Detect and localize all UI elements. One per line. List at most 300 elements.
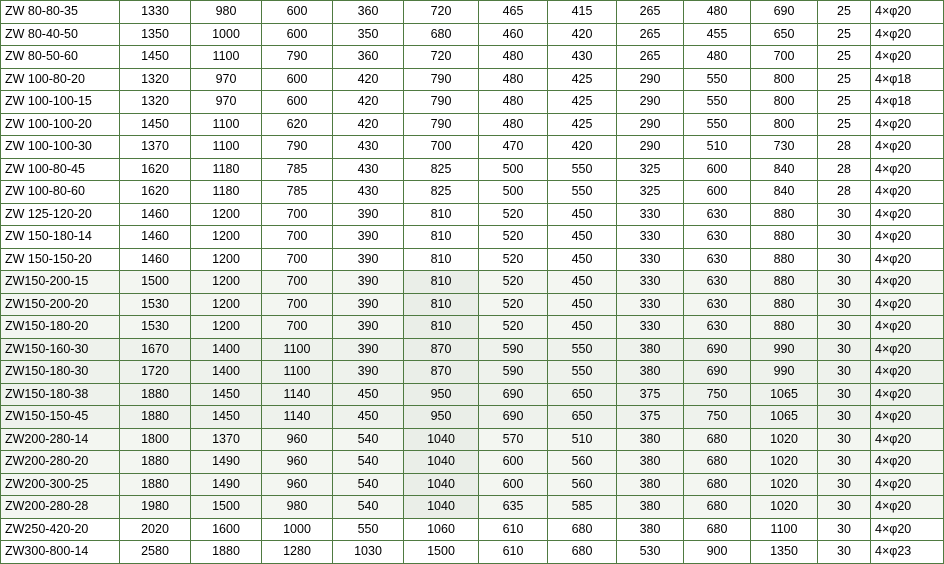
model-cell: ZW 80-40-50 bbox=[1, 23, 120, 46]
dimension-cell: 960 bbox=[262, 473, 333, 496]
dimension-cell: 30 bbox=[818, 428, 871, 451]
dimension-cell: 1020 bbox=[751, 451, 818, 474]
dimension-cell: 480 bbox=[479, 91, 548, 114]
dimension-cell: 360 bbox=[333, 46, 404, 69]
dimension-cell: 1460 bbox=[120, 226, 191, 249]
dimension-cell: 1200 bbox=[191, 248, 262, 271]
dimension-cell: 4×φ20 bbox=[871, 473, 944, 496]
model-cell: ZW150-200-20 bbox=[1, 293, 120, 316]
model-cell: ZW200-280-20 bbox=[1, 451, 120, 474]
dimension-cell: 700 bbox=[262, 203, 333, 226]
model-cell: ZW 100-100-30 bbox=[1, 136, 120, 159]
dimension-cell: 630 bbox=[684, 248, 751, 271]
dimension-cell: 520 bbox=[479, 248, 548, 271]
dimension-cell: 390 bbox=[333, 203, 404, 226]
dimension-cell: 450 bbox=[333, 383, 404, 406]
model-cell: ZW150-160-30 bbox=[1, 338, 120, 361]
dimension-cell: 520 bbox=[479, 293, 548, 316]
dimension-cell: 680 bbox=[548, 518, 617, 541]
dimension-cell: 1880 bbox=[120, 383, 191, 406]
dimension-cell: 630 bbox=[684, 293, 751, 316]
dimension-cell: 450 bbox=[548, 316, 617, 339]
dimension-cell: 1100 bbox=[262, 338, 333, 361]
dimension-cell: 4×φ20 bbox=[871, 383, 944, 406]
dimension-cell: 4×φ20 bbox=[871, 428, 944, 451]
model-cell: ZW150-180-20 bbox=[1, 316, 120, 339]
dimension-cell: 790 bbox=[262, 46, 333, 69]
dimension-cell: 790 bbox=[404, 68, 479, 91]
table-row bbox=[1, 383, 944, 406]
dimension-cell: 380 bbox=[617, 473, 684, 496]
dimension-cell: 430 bbox=[548, 46, 617, 69]
dimension-cell: 450 bbox=[548, 203, 617, 226]
dimension-cell: 720 bbox=[404, 46, 479, 69]
dimension-cell: 600 bbox=[479, 473, 548, 496]
dimension-cell: 330 bbox=[617, 293, 684, 316]
dimension-cell: 360 bbox=[333, 1, 404, 24]
dimension-cell: 25 bbox=[818, 46, 871, 69]
dimension-cell: 1490 bbox=[191, 473, 262, 496]
dimension-cell: 25 bbox=[818, 113, 871, 136]
table-row bbox=[1, 428, 944, 451]
table-row bbox=[1, 113, 944, 136]
dimension-cell: 510 bbox=[548, 428, 617, 451]
table-row bbox=[1, 68, 944, 91]
dimension-cell: 25 bbox=[818, 91, 871, 114]
table-row bbox=[1, 158, 944, 181]
dimension-cell: 350 bbox=[333, 23, 404, 46]
dimension-cell: 450 bbox=[548, 293, 617, 316]
dimension-cell: 690 bbox=[479, 383, 548, 406]
dimension-cell: 650 bbox=[548, 383, 617, 406]
dimension-cell: 1100 bbox=[191, 46, 262, 69]
dimension-cell: 750 bbox=[684, 383, 751, 406]
dimension-cell: 1450 bbox=[120, 46, 191, 69]
dimension-cell: 1880 bbox=[191, 541, 262, 564]
dimension-cell: 785 bbox=[262, 158, 333, 181]
dimension-cell: 1000 bbox=[262, 518, 333, 541]
dimension-cell: 520 bbox=[479, 316, 548, 339]
dimension-cell: 1280 bbox=[262, 541, 333, 564]
table-row bbox=[1, 136, 944, 159]
dimension-cell: 390 bbox=[333, 293, 404, 316]
dimension-cell: 810 bbox=[404, 316, 479, 339]
dimension-cell: 610 bbox=[479, 541, 548, 564]
dimension-cell: 1350 bbox=[120, 23, 191, 46]
model-cell: ZW 125-120-20 bbox=[1, 203, 120, 226]
dimension-cell: 540 bbox=[333, 473, 404, 496]
dimension-cell: 1140 bbox=[262, 383, 333, 406]
dimension-cell: 1880 bbox=[120, 451, 191, 474]
dimension-cell: 480 bbox=[684, 1, 751, 24]
model-cell: ZW 80-50-60 bbox=[1, 46, 120, 69]
dimension-cell: 1880 bbox=[120, 406, 191, 429]
dimension-cell: 960 bbox=[262, 451, 333, 474]
dimension-cell: 390 bbox=[333, 226, 404, 249]
dimension-cell: 1100 bbox=[191, 136, 262, 159]
dimension-cell: 1720 bbox=[120, 361, 191, 384]
dimension-cell: 390 bbox=[333, 248, 404, 271]
dimension-cell: 1040 bbox=[404, 496, 479, 519]
dimension-cell: 1400 bbox=[191, 361, 262, 384]
dimension-cell: 430 bbox=[333, 136, 404, 159]
dimension-cell: 4×φ20 bbox=[871, 113, 944, 136]
dimension-cell: 520 bbox=[479, 271, 548, 294]
dimension-cell: 1200 bbox=[191, 271, 262, 294]
model-cell: ZW200-280-14 bbox=[1, 428, 120, 451]
dimension-cell: 30 bbox=[818, 496, 871, 519]
dimension-cell: 600 bbox=[262, 91, 333, 114]
dimension-cell: 1140 bbox=[262, 406, 333, 429]
dimension-cell: 680 bbox=[684, 496, 751, 519]
model-cell: ZW 150-180-14 bbox=[1, 226, 120, 249]
dimension-cell: 25 bbox=[818, 23, 871, 46]
dimension-cell: 690 bbox=[479, 406, 548, 429]
dimension-cell: 375 bbox=[617, 406, 684, 429]
table-row bbox=[1, 23, 944, 46]
dimension-cell: 520 bbox=[479, 203, 548, 226]
dimension-cell: 585 bbox=[548, 496, 617, 519]
dimension-cell: 1100 bbox=[191, 113, 262, 136]
dimension-cell: 560 bbox=[548, 473, 617, 496]
dimension-cell: 265 bbox=[617, 1, 684, 24]
dimension-cell: 425 bbox=[548, 68, 617, 91]
dimension-cell: 1620 bbox=[120, 181, 191, 204]
dimension-cell: 1100 bbox=[262, 361, 333, 384]
dimension-cell: 990 bbox=[751, 338, 818, 361]
dimension-cell: 30 bbox=[818, 383, 871, 406]
dimension-cell: 825 bbox=[404, 181, 479, 204]
table-row bbox=[1, 226, 944, 249]
dimension-cell: 380 bbox=[617, 518, 684, 541]
dimension-cell: 840 bbox=[751, 158, 818, 181]
dimension-cell: 1370 bbox=[120, 136, 191, 159]
dimension-cell: 810 bbox=[404, 293, 479, 316]
dimension-cell: 28 bbox=[818, 158, 871, 181]
dimension-cell: 810 bbox=[404, 226, 479, 249]
dimension-cell: 1065 bbox=[751, 383, 818, 406]
dimension-cell: 800 bbox=[751, 91, 818, 114]
dimension-cell: 4×φ20 bbox=[871, 203, 944, 226]
dimension-cell: 2580 bbox=[120, 541, 191, 564]
table-row bbox=[1, 473, 944, 496]
dimension-cell: 1370 bbox=[191, 428, 262, 451]
dimension-cell: 390 bbox=[333, 361, 404, 384]
dimension-cell: 550 bbox=[548, 361, 617, 384]
dimension-cell: 30 bbox=[818, 203, 871, 226]
dimension-cell: 600 bbox=[479, 451, 548, 474]
dimension-cell: 1620 bbox=[120, 158, 191, 181]
dimension-cell: 1600 bbox=[191, 518, 262, 541]
dimension-cell: 880 bbox=[751, 203, 818, 226]
dimension-cell: 330 bbox=[617, 271, 684, 294]
table-row bbox=[1, 203, 944, 226]
dimension-cell: 1030 bbox=[333, 541, 404, 564]
dimension-cell: 1500 bbox=[120, 271, 191, 294]
dimension-cell: 4×φ20 bbox=[871, 406, 944, 429]
dimension-cell: 470 bbox=[479, 136, 548, 159]
dimension-cell: 600 bbox=[262, 68, 333, 91]
dimension-cell: 635 bbox=[479, 496, 548, 519]
dimension-cell: 4×φ20 bbox=[871, 316, 944, 339]
model-cell: ZW 100-100-15 bbox=[1, 91, 120, 114]
dimension-cell: 1500 bbox=[404, 541, 479, 564]
dimension-cell: 480 bbox=[479, 113, 548, 136]
dimension-cell: 380 bbox=[617, 496, 684, 519]
model-cell: ZW 80-80-35 bbox=[1, 1, 120, 24]
table-row bbox=[1, 451, 944, 474]
dimension-cell: 450 bbox=[548, 271, 617, 294]
dimension-cell: 420 bbox=[333, 113, 404, 136]
dimension-cell: 1450 bbox=[191, 383, 262, 406]
dimension-cell: 290 bbox=[617, 91, 684, 114]
dimension-cell: 630 bbox=[684, 271, 751, 294]
model-cell: ZW200-300-25 bbox=[1, 473, 120, 496]
dimension-cell: 600 bbox=[262, 1, 333, 24]
dimension-cell: 1530 bbox=[120, 293, 191, 316]
dimension-cell: 700 bbox=[262, 248, 333, 271]
dimension-cell: 30 bbox=[818, 473, 871, 496]
dimension-cell: 610 bbox=[479, 518, 548, 541]
dimension-cell: 790 bbox=[404, 113, 479, 136]
dimension-cell: 4×φ20 bbox=[871, 293, 944, 316]
dimension-cell: 960 bbox=[262, 428, 333, 451]
dimension-cell: 1000 bbox=[191, 23, 262, 46]
dimension-cell: 480 bbox=[684, 46, 751, 69]
dimension-cell: 1800 bbox=[120, 428, 191, 451]
dimension-cell: 325 bbox=[617, 158, 684, 181]
dimension-cell: 4×φ20 bbox=[871, 46, 944, 69]
dimension-cell: 570 bbox=[479, 428, 548, 451]
dimension-cell: 4×φ18 bbox=[871, 91, 944, 114]
dimension-cell: 4×φ20 bbox=[871, 136, 944, 159]
dimension-cell: 425 bbox=[548, 91, 617, 114]
dimension-cell: 1200 bbox=[191, 316, 262, 339]
dimension-cell: 1065 bbox=[751, 406, 818, 429]
dimension-cell: 480 bbox=[479, 68, 548, 91]
dimension-cell: 700 bbox=[262, 316, 333, 339]
dimension-cell: 30 bbox=[818, 271, 871, 294]
dimension-cell: 680 bbox=[684, 428, 751, 451]
dimension-cell: 325 bbox=[617, 181, 684, 204]
dimension-cell: 390 bbox=[333, 338, 404, 361]
dimension-cell: 25 bbox=[818, 1, 871, 24]
dimension-cell: 265 bbox=[617, 23, 684, 46]
dimension-cell: 1880 bbox=[120, 473, 191, 496]
dimension-cell: 1040 bbox=[404, 473, 479, 496]
dimension-cell: 1530 bbox=[120, 316, 191, 339]
dimension-cell: 4×φ20 bbox=[871, 248, 944, 271]
dimension-cell: 375 bbox=[617, 383, 684, 406]
dimension-cell: 1100 bbox=[751, 518, 818, 541]
dimension-cell: 970 bbox=[191, 91, 262, 114]
dimension-cell: 840 bbox=[751, 181, 818, 204]
dimension-cell: 970 bbox=[191, 68, 262, 91]
dimension-cell: 980 bbox=[191, 1, 262, 24]
dimension-cell: 990 bbox=[751, 361, 818, 384]
dimension-cell: 880 bbox=[751, 271, 818, 294]
dimension-cell: 2020 bbox=[120, 518, 191, 541]
dimension-cell: 630 bbox=[684, 203, 751, 226]
dimension-cell: 4×φ20 bbox=[871, 518, 944, 541]
table-row bbox=[1, 91, 944, 114]
table-row bbox=[1, 541, 944, 564]
dimension-cell: 690 bbox=[751, 1, 818, 24]
dimension-cell: 600 bbox=[684, 158, 751, 181]
dimension-cell: 550 bbox=[684, 113, 751, 136]
dimension-cell: 30 bbox=[818, 518, 871, 541]
model-cell: ZW300-800-14 bbox=[1, 541, 120, 564]
dimension-cell: 650 bbox=[751, 23, 818, 46]
dimension-cell: 1350 bbox=[751, 541, 818, 564]
dimension-cell: 700 bbox=[751, 46, 818, 69]
dimension-cell: 500 bbox=[479, 181, 548, 204]
table-row bbox=[1, 406, 944, 429]
dimension-cell: 510 bbox=[684, 136, 751, 159]
dimension-cell: 290 bbox=[617, 136, 684, 159]
dimension-cell: 450 bbox=[548, 226, 617, 249]
dimension-cell: 1320 bbox=[120, 68, 191, 91]
dimension-cell: 28 bbox=[818, 136, 871, 159]
table-row bbox=[1, 46, 944, 69]
dimension-cell: 950 bbox=[404, 383, 479, 406]
dimension-cell: 680 bbox=[548, 541, 617, 564]
model-cell: ZW150-180-30 bbox=[1, 361, 120, 384]
dimension-cell: 880 bbox=[751, 293, 818, 316]
dimension-cell: 1400 bbox=[191, 338, 262, 361]
dimension-cell: 420 bbox=[548, 23, 617, 46]
table-row bbox=[1, 338, 944, 361]
dimension-cell: 4×φ23 bbox=[871, 541, 944, 564]
table-row bbox=[1, 181, 944, 204]
table-row bbox=[1, 518, 944, 541]
dimension-cell: 1670 bbox=[120, 338, 191, 361]
dimension-cell: 720 bbox=[404, 1, 479, 24]
dimension-cell: 330 bbox=[617, 316, 684, 339]
dimension-cell: 450 bbox=[333, 406, 404, 429]
dimension-cell: 480 bbox=[479, 46, 548, 69]
dimension-cell: 690 bbox=[684, 361, 751, 384]
dimension-cell: 880 bbox=[751, 226, 818, 249]
dimension-cell: 1450 bbox=[191, 406, 262, 429]
dimension-cell: 980 bbox=[262, 496, 333, 519]
dimension-cell: 4×φ20 bbox=[871, 158, 944, 181]
dimension-cell: 30 bbox=[818, 361, 871, 384]
dimension-cell: 1460 bbox=[120, 203, 191, 226]
dimension-cell: 800 bbox=[751, 68, 818, 91]
dimension-cell: 4×φ20 bbox=[871, 226, 944, 249]
table-row bbox=[1, 361, 944, 384]
dimension-cell: 785 bbox=[262, 181, 333, 204]
dimension-cell: 4×φ18 bbox=[871, 68, 944, 91]
dimension-cell: 380 bbox=[617, 361, 684, 384]
dimension-cell: 880 bbox=[751, 316, 818, 339]
model-cell: ZW200-280-28 bbox=[1, 496, 120, 519]
dimension-cell: 810 bbox=[404, 203, 479, 226]
dimension-cell: 800 bbox=[751, 113, 818, 136]
dimension-cell: 1040 bbox=[404, 451, 479, 474]
dimension-cell: 4×φ20 bbox=[871, 23, 944, 46]
dimension-cell: 415 bbox=[548, 1, 617, 24]
dimension-cell: 680 bbox=[684, 518, 751, 541]
dimension-cell: 4×φ20 bbox=[871, 451, 944, 474]
dimension-cell: 630 bbox=[684, 226, 751, 249]
dimension-cell: 455 bbox=[684, 23, 751, 46]
dimension-cell: 4×φ20 bbox=[871, 338, 944, 361]
dimension-cell: 700 bbox=[262, 226, 333, 249]
dimension-cell: 630 bbox=[684, 316, 751, 339]
dimension-cell: 460 bbox=[479, 23, 548, 46]
dimension-cell: 30 bbox=[818, 248, 871, 271]
model-cell: ZW 150-150-20 bbox=[1, 248, 120, 271]
dimension-cell: 790 bbox=[262, 136, 333, 159]
dimension-cell: 550 bbox=[548, 338, 617, 361]
table-row bbox=[1, 316, 944, 339]
dimension-cell: 4×φ20 bbox=[871, 271, 944, 294]
dimension-cell: 425 bbox=[548, 113, 617, 136]
dimension-cell: 465 bbox=[479, 1, 548, 24]
dimension-cell: 30 bbox=[818, 541, 871, 564]
dimension-cell: 520 bbox=[479, 226, 548, 249]
dimension-cell: 390 bbox=[333, 316, 404, 339]
dimension-cell: 1200 bbox=[191, 226, 262, 249]
dimension-cell: 810 bbox=[404, 248, 479, 271]
dimension-cell: 30 bbox=[818, 226, 871, 249]
model-cell: ZW150-200-15 bbox=[1, 271, 120, 294]
dimension-cell: 30 bbox=[818, 451, 871, 474]
dimension-cell: 1180 bbox=[191, 158, 262, 181]
dimension-cell: 4×φ20 bbox=[871, 181, 944, 204]
dimension-cell: 560 bbox=[548, 451, 617, 474]
dimension-cell: 680 bbox=[684, 473, 751, 496]
dimension-cell: 1040 bbox=[404, 428, 479, 451]
dimension-cell: 330 bbox=[617, 248, 684, 271]
dimension-cell: 380 bbox=[617, 338, 684, 361]
dimension-cell: 1020 bbox=[751, 496, 818, 519]
dimension-cell: 550 bbox=[333, 518, 404, 541]
dimension-cell: 550 bbox=[548, 158, 617, 181]
dimension-cell: 700 bbox=[404, 136, 479, 159]
dimension-cell: 540 bbox=[333, 496, 404, 519]
model-cell: ZW250-420-20 bbox=[1, 518, 120, 541]
dimension-cell: 30 bbox=[818, 406, 871, 429]
dimension-cell: 600 bbox=[684, 181, 751, 204]
dimension-cell: 870 bbox=[404, 338, 479, 361]
table-row bbox=[1, 248, 944, 271]
dimension-cell: 1060 bbox=[404, 518, 479, 541]
dimension-cell: 1500 bbox=[191, 496, 262, 519]
dimension-cell: 700 bbox=[262, 293, 333, 316]
dimension-cell: 680 bbox=[404, 23, 479, 46]
dimension-cell: 390 bbox=[333, 271, 404, 294]
dimension-cell: 1330 bbox=[120, 1, 191, 24]
dimension-cell: 550 bbox=[684, 68, 751, 91]
dimension-cell: 265 bbox=[617, 46, 684, 69]
dimension-cell: 420 bbox=[333, 68, 404, 91]
dimension-cell: 4×φ20 bbox=[871, 361, 944, 384]
dimension-cell: 870 bbox=[404, 361, 479, 384]
dimension-cell: 4×φ20 bbox=[871, 1, 944, 24]
model-cell: ZW 100-80-45 bbox=[1, 158, 120, 181]
dimension-cell: 950 bbox=[404, 406, 479, 429]
dimension-cell: 1180 bbox=[191, 181, 262, 204]
model-cell: ZW 100-80-60 bbox=[1, 181, 120, 204]
dimension-cell: 1020 bbox=[751, 428, 818, 451]
dimension-cell: 1020 bbox=[751, 473, 818, 496]
dimension-cell: 810 bbox=[404, 271, 479, 294]
dimension-cell: 4×φ20 bbox=[871, 496, 944, 519]
dimension-cell: 1320 bbox=[120, 91, 191, 114]
